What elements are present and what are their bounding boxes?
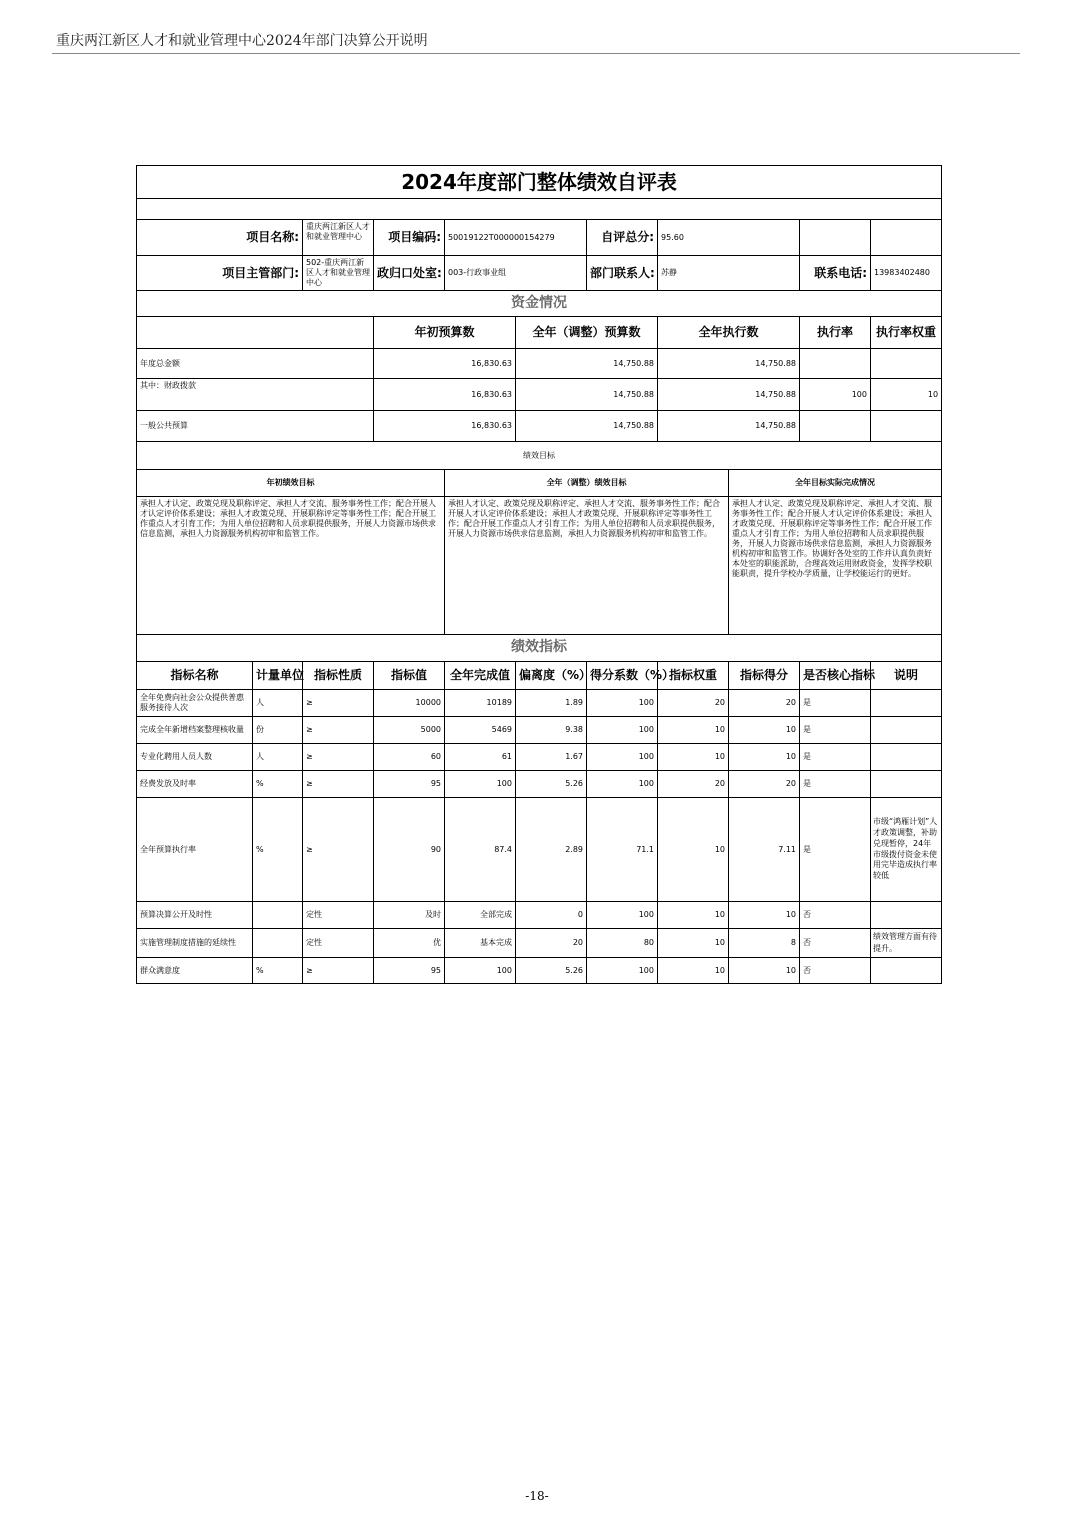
document-header-title: 重庆两江新区人才和就业管理中心2024年部门决算公开说明 (56, 33, 428, 49)
phone-label: 联系电话: (800, 256, 871, 291)
indicator-row: 完成全年新增档案整理核收量 份 ≥ 5000 5469 9.38 100 10 10 是 (137, 717, 942, 744)
funds-header-initial: 年初预算数 (374, 317, 516, 349)
goals-header-adjusted: 全年（调整）绩效目标 (445, 470, 729, 497)
funds-header-adjusted: 全年（调整）预算数 (516, 317, 658, 349)
ind-header-done: 全年完成值 (445, 662, 516, 690)
ind-header-core: 是否核心指标 (800, 662, 871, 690)
project-name-label: 项目名称: (137, 220, 303, 256)
goal-actual-text: 承担人才认定、政策兑现及职称评定、承担人才交流、服务事务性工作；配合开展人才认定评价体系建设；承担人才政策兑现、开展职称评定等事务性工作；配合开展工作重点人才引育工作；为用人单位招聘和人员求职提供服务，开展人力资源市场供求信息监测，承担人力资源服务机构初审和监管工作。协调好各处室的工作并认真负责好本处室的职能派助，合理高效运用财政资金，发挥学校职能职责，提升学校办学质量，让学校能运行的更好。 (729, 497, 942, 635)
funds-section-title: 资金情况 (137, 291, 942, 317)
funds-header-executed: 全年执行数 (658, 317, 800, 349)
contact-label: 部门联系人: (587, 256, 658, 291)
contact-value: 苏静 (658, 256, 800, 291)
table-title: 2024年度部门整体绩效自评表 (137, 166, 942, 199)
goal-adjusted-text: 承担人才认定、政策兑现及职称评定、承担人才交流、服务事务性工作；配合开展人才认定评价体系建设；承担人才政策兑现、开展职称评定等事务性工作；配合开展工作重点人才引育工作；为用人单位招聘和人员求职提供服务，开展人力资源市场供求信息监测，承担人力资源服务机构初审和监管工作。 (445, 497, 729, 635)
self-score-label: 自评总分: (587, 220, 658, 256)
phone-value: 13983402480 (871, 256, 942, 291)
office-label: 政归口处室: (374, 256, 445, 291)
indicator-row: 专业化聘用人员人数 人 ≥ 60 61 1.67 100 10 10 是 (137, 744, 942, 771)
ind-header-weight: 指标权重 (658, 662, 729, 690)
header-divider (52, 53, 1020, 54)
project-code-value: 50019122T000000154279 (445, 220, 587, 256)
ind-header-nature: 指标性质 (303, 662, 374, 690)
self-score-value: 95.60 (658, 220, 800, 256)
goals-header-initial: 年初绩效目标 (137, 470, 445, 497)
goal-initial-text: 承担人才认定、政策兑现及职称评定、承担人才交流、服务事务性工作；配合开展人才认定评价体系建设；承担人才政策兑现、开展职称评定等事务性工作；配合开展工作重点人才引育工作；为用人单位招聘和人员求职提供服务，开展人力资源市场供求信息监测，承担人力资源服务机构初审和监管工作。 (137, 497, 445, 635)
goals-header-actual: 全年目标实际完成情况 (729, 470, 942, 497)
project-name-value: 重庆两江新区人才和就业管理中心 (303, 220, 374, 256)
project-code-label: 项目编码: (374, 220, 445, 256)
performance-self-evaluation-table (136, 165, 942, 984)
funds-row: 其中：财政拨款 16,830.63 14,750.88 14,750.88 100 10 (137, 379, 942, 411)
indicator-row: 实施管理制度措施的延续性 定性 优 基本完成 20 80 10 8 否 绩效管理方面有待提升。 (137, 929, 942, 958)
ind-header-note: 说明 (871, 662, 942, 690)
ind-header-target: 指标值 (374, 662, 445, 690)
ind-header-deviation: 偏离度（%） (516, 662, 587, 690)
indicator-row: 经费发放及时率 % ≥ 95 100 5.26 100 20 20 是 (137, 771, 942, 798)
dept-value: 502-重庆两江新区人才和就业管理中心 (303, 256, 374, 291)
indicator-row: 群众满意度 % ≥ 95 100 5.26 100 10 10 否 (137, 958, 942, 984)
indicators-section-title: 绩效指标 (137, 635, 942, 662)
ind-header-unit: 计量单位 (253, 662, 303, 690)
dept-label: 项目主管部门: (137, 256, 303, 291)
ind-header-name: 指标名称 (137, 662, 253, 690)
indicator-row: 预算决算公开及时性 定性 及时 全部完成 0 100 10 10 否 (137, 902, 942, 929)
spacer-row (137, 199, 942, 220)
ind-header-score: 指标得分 (729, 662, 800, 690)
funds-header-weight: 执行率权重 (871, 317, 942, 349)
goals-section-title: 绩效目标 (137, 442, 942, 470)
ind-header-coefficient: 得分系数（%） (587, 662, 658, 690)
funds-row: 一般公共预算 16,830.63 14,750.88 14,750.88 (137, 411, 942, 442)
funds-header-rate: 执行率 (800, 317, 871, 349)
page-number: -18- (525, 1489, 549, 1503)
funds-row: 年度总金额 16,830.63 14,750.88 14,750.88 (137, 349, 942, 379)
office-value: 003-行政事业组 (445, 256, 587, 291)
indicator-row: 全年免费向社会公众提供普惠服务接待人次 人 ≥ 10000 10189 1.89 100 20 20 是 (137, 690, 942, 717)
indicator-row: 全年预算执行率 % ≥ 90 87.4 2.89 71.1 10 7.11 是 市级“鸿雁计划”人才政策调整，补助兑现暂停，24年市级拨付资金未使用完毕造成执行率较低 (137, 798, 942, 902)
